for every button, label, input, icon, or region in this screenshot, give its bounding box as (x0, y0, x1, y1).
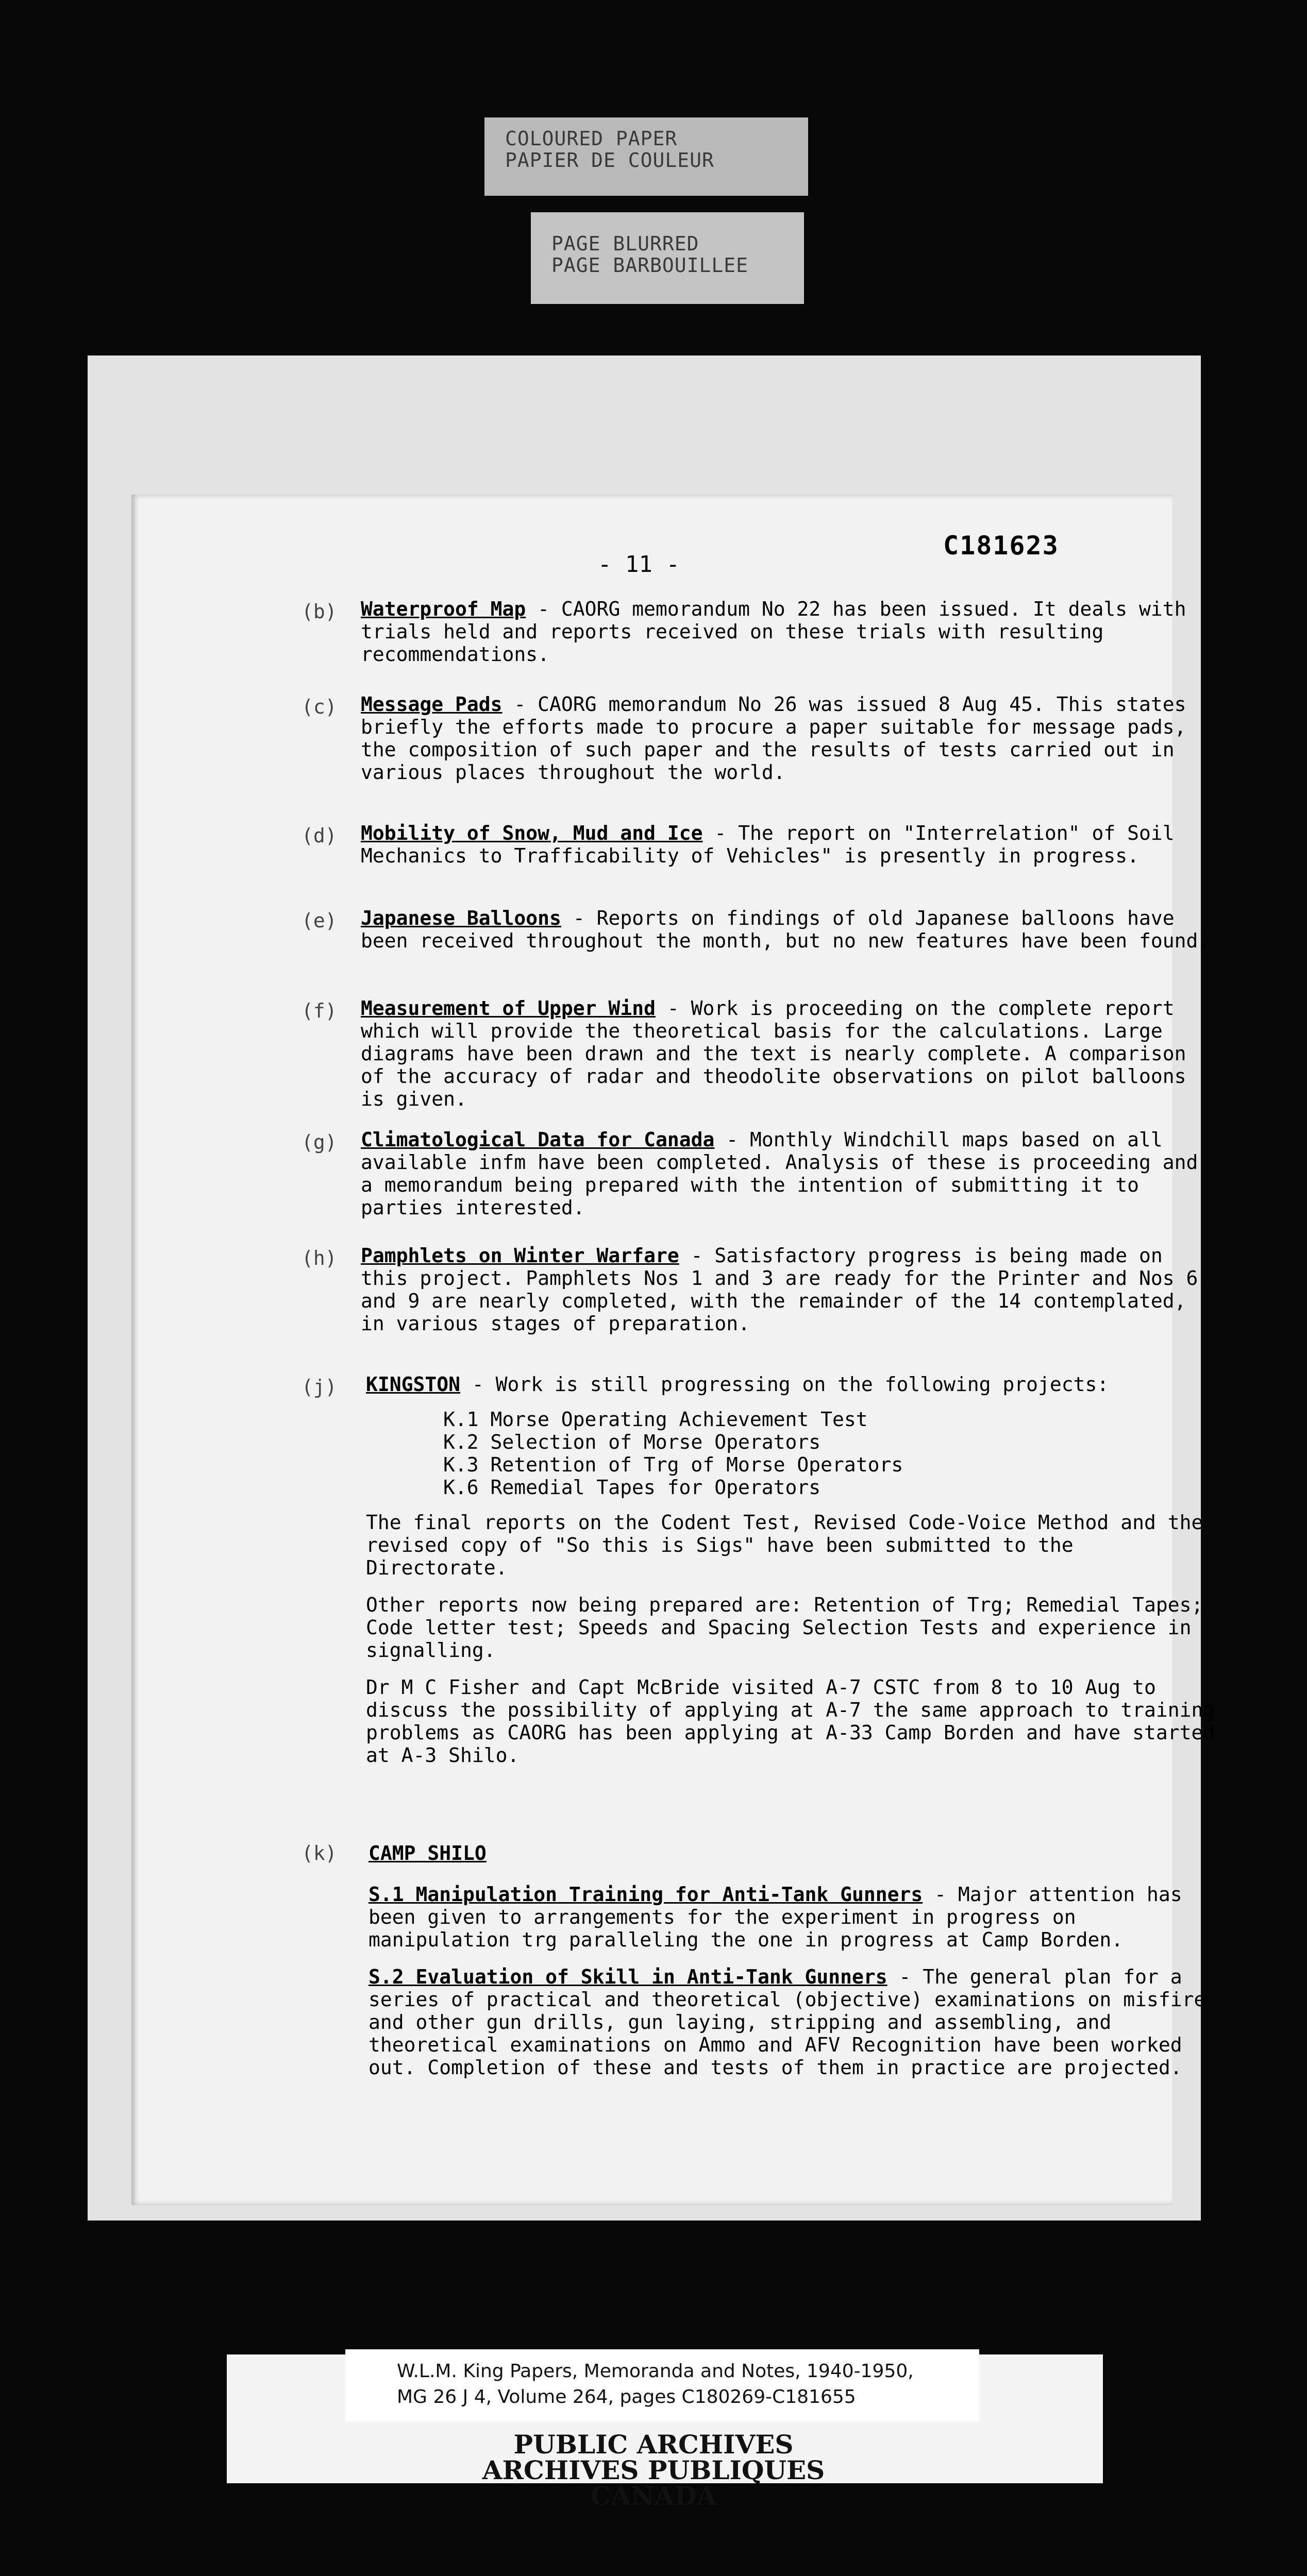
kingston-intro: - Work is still progressing on the following projects: (460, 1373, 1109, 1396)
kingston-para-3: Dr M C Fisher and Capt McBride visited A-7 CSTC from 8 to 10 Aug to discuss the possibility of applying at A-7 the same approach to training problems as CAORG has been applying at A-33 Camp Borden and have started at A-3 Shilo. (366, 1676, 1215, 1767)
item-marker: (b) (301, 600, 337, 623)
shilo-s2-heading: S.2 Evaluation of Skill in Anti-Tank Gunners (368, 1965, 887, 1988)
item-japanese-balloons (361, 907, 1216, 952)
archives-line-1: PUBLIC ARCHIVES (513, 2429, 794, 2460)
item-climatological-data (361, 1128, 1216, 1219)
shilo-heading: CAMP SHILO (368, 1842, 487, 1865)
document-id: C181623 (943, 531, 1059, 561)
item-marker: (k) (301, 1842, 337, 1865)
item-winter-warfare (361, 1244, 1216, 1335)
public-archives-stamp (0, 2429, 1307, 2511)
item-heading: Climatological Data for Canada (361, 1128, 715, 1151)
reference-line-1: W.L.M. King Papers, Memoranda and Notes, 1940-1950, (397, 2361, 914, 2382)
archives-line-2: ARCHIVES PUBLIQUES (482, 2455, 825, 2485)
page-blurred-slip (531, 212, 804, 304)
kingston-project-list (443, 1408, 1221, 1499)
item-camp-shilo (368, 1842, 1224, 2079)
item-text: - Monthly Windchill maps based on all available infm have been completed. Analysis of these is proceeding and a memorandum being prepared with the intention of submitting it to parties interested. (361, 1128, 1198, 1219)
reference-line-2: MG 26 J 4, Volume 264, pages C180269-C181655 (397, 2386, 856, 2408)
item-marker: (f) (301, 999, 337, 1022)
slip-line-1: PAGE BLURRED (551, 232, 699, 255)
page-number: - 11 - (598, 551, 680, 578)
item-upper-wind (361, 997, 1216, 1110)
item-heading: Pamphlets on Winter Warfare (361, 1244, 679, 1267)
kingston-para-2: Other reports now being prepared are: Retention of Trg; Remedial Tapes; Code letter test; Speeds and Spacing Selection Tests and experience in signalling. (366, 1594, 1203, 1662)
list-item: K.6 Remedial Tapes for Operators (443, 1476, 821, 1499)
item-marker: (d) (301, 824, 337, 847)
list-item: K.2 Selection of Morse Operators (443, 1431, 821, 1453)
item-text: - CAORG memorandum No 22 has been issued. It deals with trials held and reports received on these trials with resulting recommendations. (361, 598, 1186, 666)
archive-reference (345, 2349, 979, 2421)
slip-line-2: PAGE BARBOUILLEE (551, 254, 749, 277)
item-kingston (366, 1373, 1221, 1767)
item-marker: (c) (301, 696, 337, 718)
item-marker: (j) (301, 1376, 337, 1398)
shilo-s2-text: - The general plan for a series of practical and theoretical (objective) examinations on misfire and other gun drills, gun laying, stripping and assembling, and theoretical examinations on Ammo and AFV Recognition have been worked out. Completion of these and tests of them in practice are projected. (368, 1965, 1206, 2079)
item-text: - CAORG memorandum No 26 was issued 8 Aug 45. This states briefly the efforts made to procure a paper suitable for message pads, the composition of such paper and the results of tests carried out in various places throughout the world. (361, 693, 1186, 784)
item-text: - Satisfactory progress is being made on this project. Pamphlets Nos 1 and 3 are ready for the Printer and Nos 6 and 9 are nearly completed, with the remainder of the 14 contemplated, in various stages of preparation. (361, 1244, 1198, 1335)
item-message-pads (361, 693, 1216, 784)
item-marker: (e) (301, 909, 337, 932)
coloured-paper-slip (484, 117, 808, 196)
kingston-heading: KINGSTON (366, 1373, 461, 1396)
item-waterproof-map (361, 598, 1216, 666)
item-text: - Reports on findings of old Japanese balloons have been received throughout the month, but no new features have been found. (361, 907, 1210, 952)
shilo-s1-heading: S.1 Manipulation Training for Anti-Tank Gunners (368, 1883, 923, 1906)
item-marker: (g) (301, 1131, 337, 1154)
list-item: K.3 Retention of Trg of Morse Operators (443, 1453, 903, 1476)
archives-line-3: CANADA (590, 2481, 717, 2511)
item-heading: Mobility of Snow, Mud and Ice (361, 822, 703, 844)
item-text: - The report on "Interrelation" of Soil Mechanics to Trafficability of Vehicles" is presently in progress. (361, 822, 1175, 867)
item-heading: Message Pads (361, 693, 502, 716)
slip-line-1: COLOURED PAPER (505, 127, 678, 150)
item-mobility (361, 822, 1216, 867)
item-heading: Japanese Balloons (361, 907, 561, 929)
item-marker: (h) (301, 1247, 337, 1269)
item-text: - Work is proceeding on the complete report which will provide the theoretical basis for the calculations. Large diagrams have been drawn and the text is nearly complete. A comparison of the accuracy of radar and theodolite observations on pilot balloons is given. (361, 997, 1186, 1110)
shilo-s1-text: - Major attention has been given to arrangements for the experiment in progress on manipulation trg paralleling the one in progress at Camp Borden. (368, 1883, 1182, 1951)
slip-line-2: PAPIER DE COULEUR (505, 149, 714, 172)
item-heading: Waterproof Map (361, 598, 526, 620)
list-item: K.1 Morse Operating Achievement Test (443, 1408, 868, 1431)
kingston-para-1: The final reports on the Codent Test, Revised Code-Voice Method and the revised copy of "So this is Sigs" have been submitted to the Directorate. (366, 1511, 1203, 1579)
item-heading: Measurement of Upper Wind (361, 997, 656, 1020)
